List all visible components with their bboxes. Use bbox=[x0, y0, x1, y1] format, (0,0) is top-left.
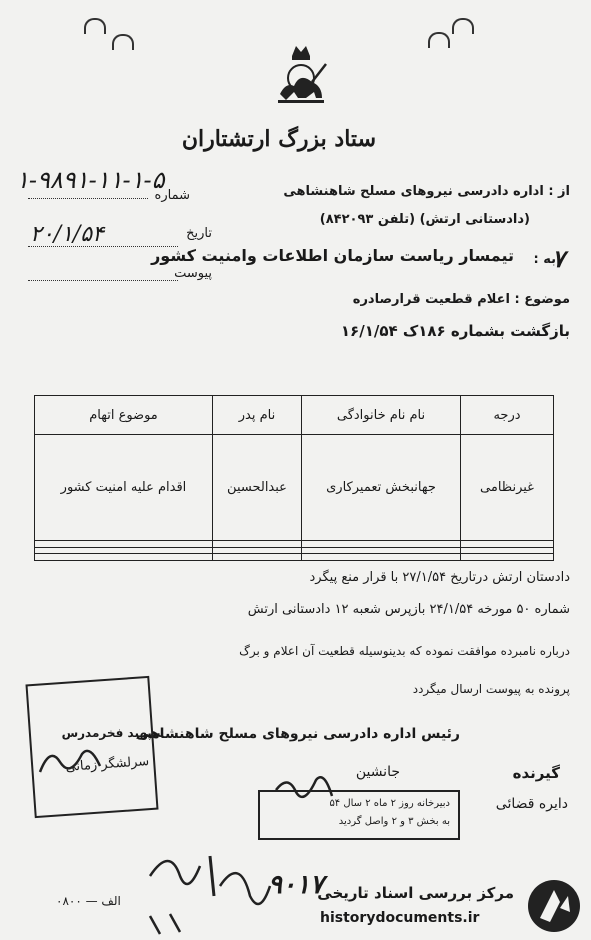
handwritten-signature bbox=[30, 742, 110, 782]
cell-charge: اقدام علیه امنیت کشور bbox=[35, 435, 213, 541]
from-line: از : اداره دادرسی نیروهای مسلح شاهنشاهی bbox=[283, 184, 570, 199]
table-header-row bbox=[35, 396, 554, 435]
to-label: به : bbox=[533, 252, 556, 267]
subject-line: موضوع : اعلام قطعیت قرارصادره bbox=[352, 292, 570, 307]
attachment-label: پیوست bbox=[174, 266, 212, 281]
deputy-label: جانشین bbox=[355, 764, 400, 780]
cell-rank: غیرنظامی bbox=[461, 435, 554, 541]
lion-and-sun-emblem bbox=[272, 42, 330, 108]
signatory-name: سپهبد فخرمدرس bbox=[61, 726, 164, 740]
to-value: تیمسار ریاست سازمان اطلاعات وامنیت کشور bbox=[151, 246, 514, 265]
signatory-title: رئیس اداره دادرسی نیروهای مسلح شاهنشاهی bbox=[135, 726, 460, 742]
date-label: تاریخ bbox=[186, 226, 212, 241]
table-row bbox=[35, 435, 554, 541]
number-line bbox=[28, 198, 148, 199]
body-line-2: شماره ۵۰ مورخه ۲۴/۱/۵۴ بازپرس شعبه ۱۲ دادستانی ارتش bbox=[247, 602, 570, 617]
body-line-3: درباره نامبرده موافقت نموده که بدینوسیله قطعیت آن اعلام و برگ bbox=[239, 644, 570, 658]
punch-hole bbox=[452, 18, 474, 34]
watermark-url: historydocuments.ir bbox=[320, 910, 480, 926]
watermark-title: مرکز بررسی اسناد تاریخی bbox=[317, 884, 514, 902]
column-header-father: نام پدر bbox=[213, 396, 302, 435]
punch-hole bbox=[84, 18, 106, 34]
receiver-line: دایره قضائی bbox=[495, 796, 568, 812]
reference-number: ۱-۹۸۹۱-۱۱-۱-۵ bbox=[16, 166, 165, 194]
org-title: ستاد بزرگ ارتشتاران bbox=[181, 126, 376, 152]
attachment-line bbox=[28, 280, 178, 281]
reference-date: ۲۰/۱/۵۴ bbox=[30, 222, 104, 247]
watermark-logo-icon bbox=[526, 878, 582, 934]
cell-name: جهانبخش تعمیرکاری bbox=[302, 435, 461, 541]
handwritten-file-number: ۹۰۱۷ bbox=[268, 870, 324, 900]
from-sub: (دادستانی ارتش) (تلفن ۸۴۲۰۹۳) bbox=[319, 212, 530, 227]
stamp-rank: سرلشگر زمانی bbox=[65, 754, 150, 775]
reply-reference: بازگشت بشماره ۱۸۶ک ۱۶/۱/۵۴ bbox=[340, 322, 570, 340]
receipt-stamp-line-1: دبیرخانه روز ۲ ماه ۲ سال ۵۴ bbox=[329, 798, 450, 809]
handwritten-check-mark: ۷ bbox=[552, 244, 565, 273]
punch-hole bbox=[428, 32, 450, 48]
body-line-4: پرونده به پیوست ارسال میگردد bbox=[412, 682, 570, 696]
table-row-empty bbox=[35, 547, 554, 554]
receipt-stamp-line-2: به بخش ۳ و ۲ واصل گردید bbox=[338, 816, 450, 827]
column-header-name: نام نام خانوادگی bbox=[302, 396, 461, 435]
table-row-empty bbox=[35, 541, 554, 548]
receipt-stamp bbox=[258, 790, 460, 840]
receiver-label: گیرنده bbox=[512, 764, 560, 782]
table-row-empty bbox=[35, 554, 554, 561]
column-header-rank: درجه bbox=[461, 396, 554, 435]
cell-father: عبدالحسین bbox=[213, 435, 302, 541]
punch-hole bbox=[112, 34, 134, 50]
body-line-1: دادستان ارتش درتاریخ ۲۷/۱/۵۴ با قرار منع پیگرد bbox=[309, 570, 570, 585]
column-header-charge: موضوع اتهام bbox=[35, 396, 213, 435]
accused-table bbox=[34, 395, 554, 561]
number-label: شماره bbox=[154, 188, 190, 203]
form-code: ۰۸۰۰ — الف bbox=[56, 894, 121, 908]
handwritten-annotations bbox=[140, 836, 280, 936]
